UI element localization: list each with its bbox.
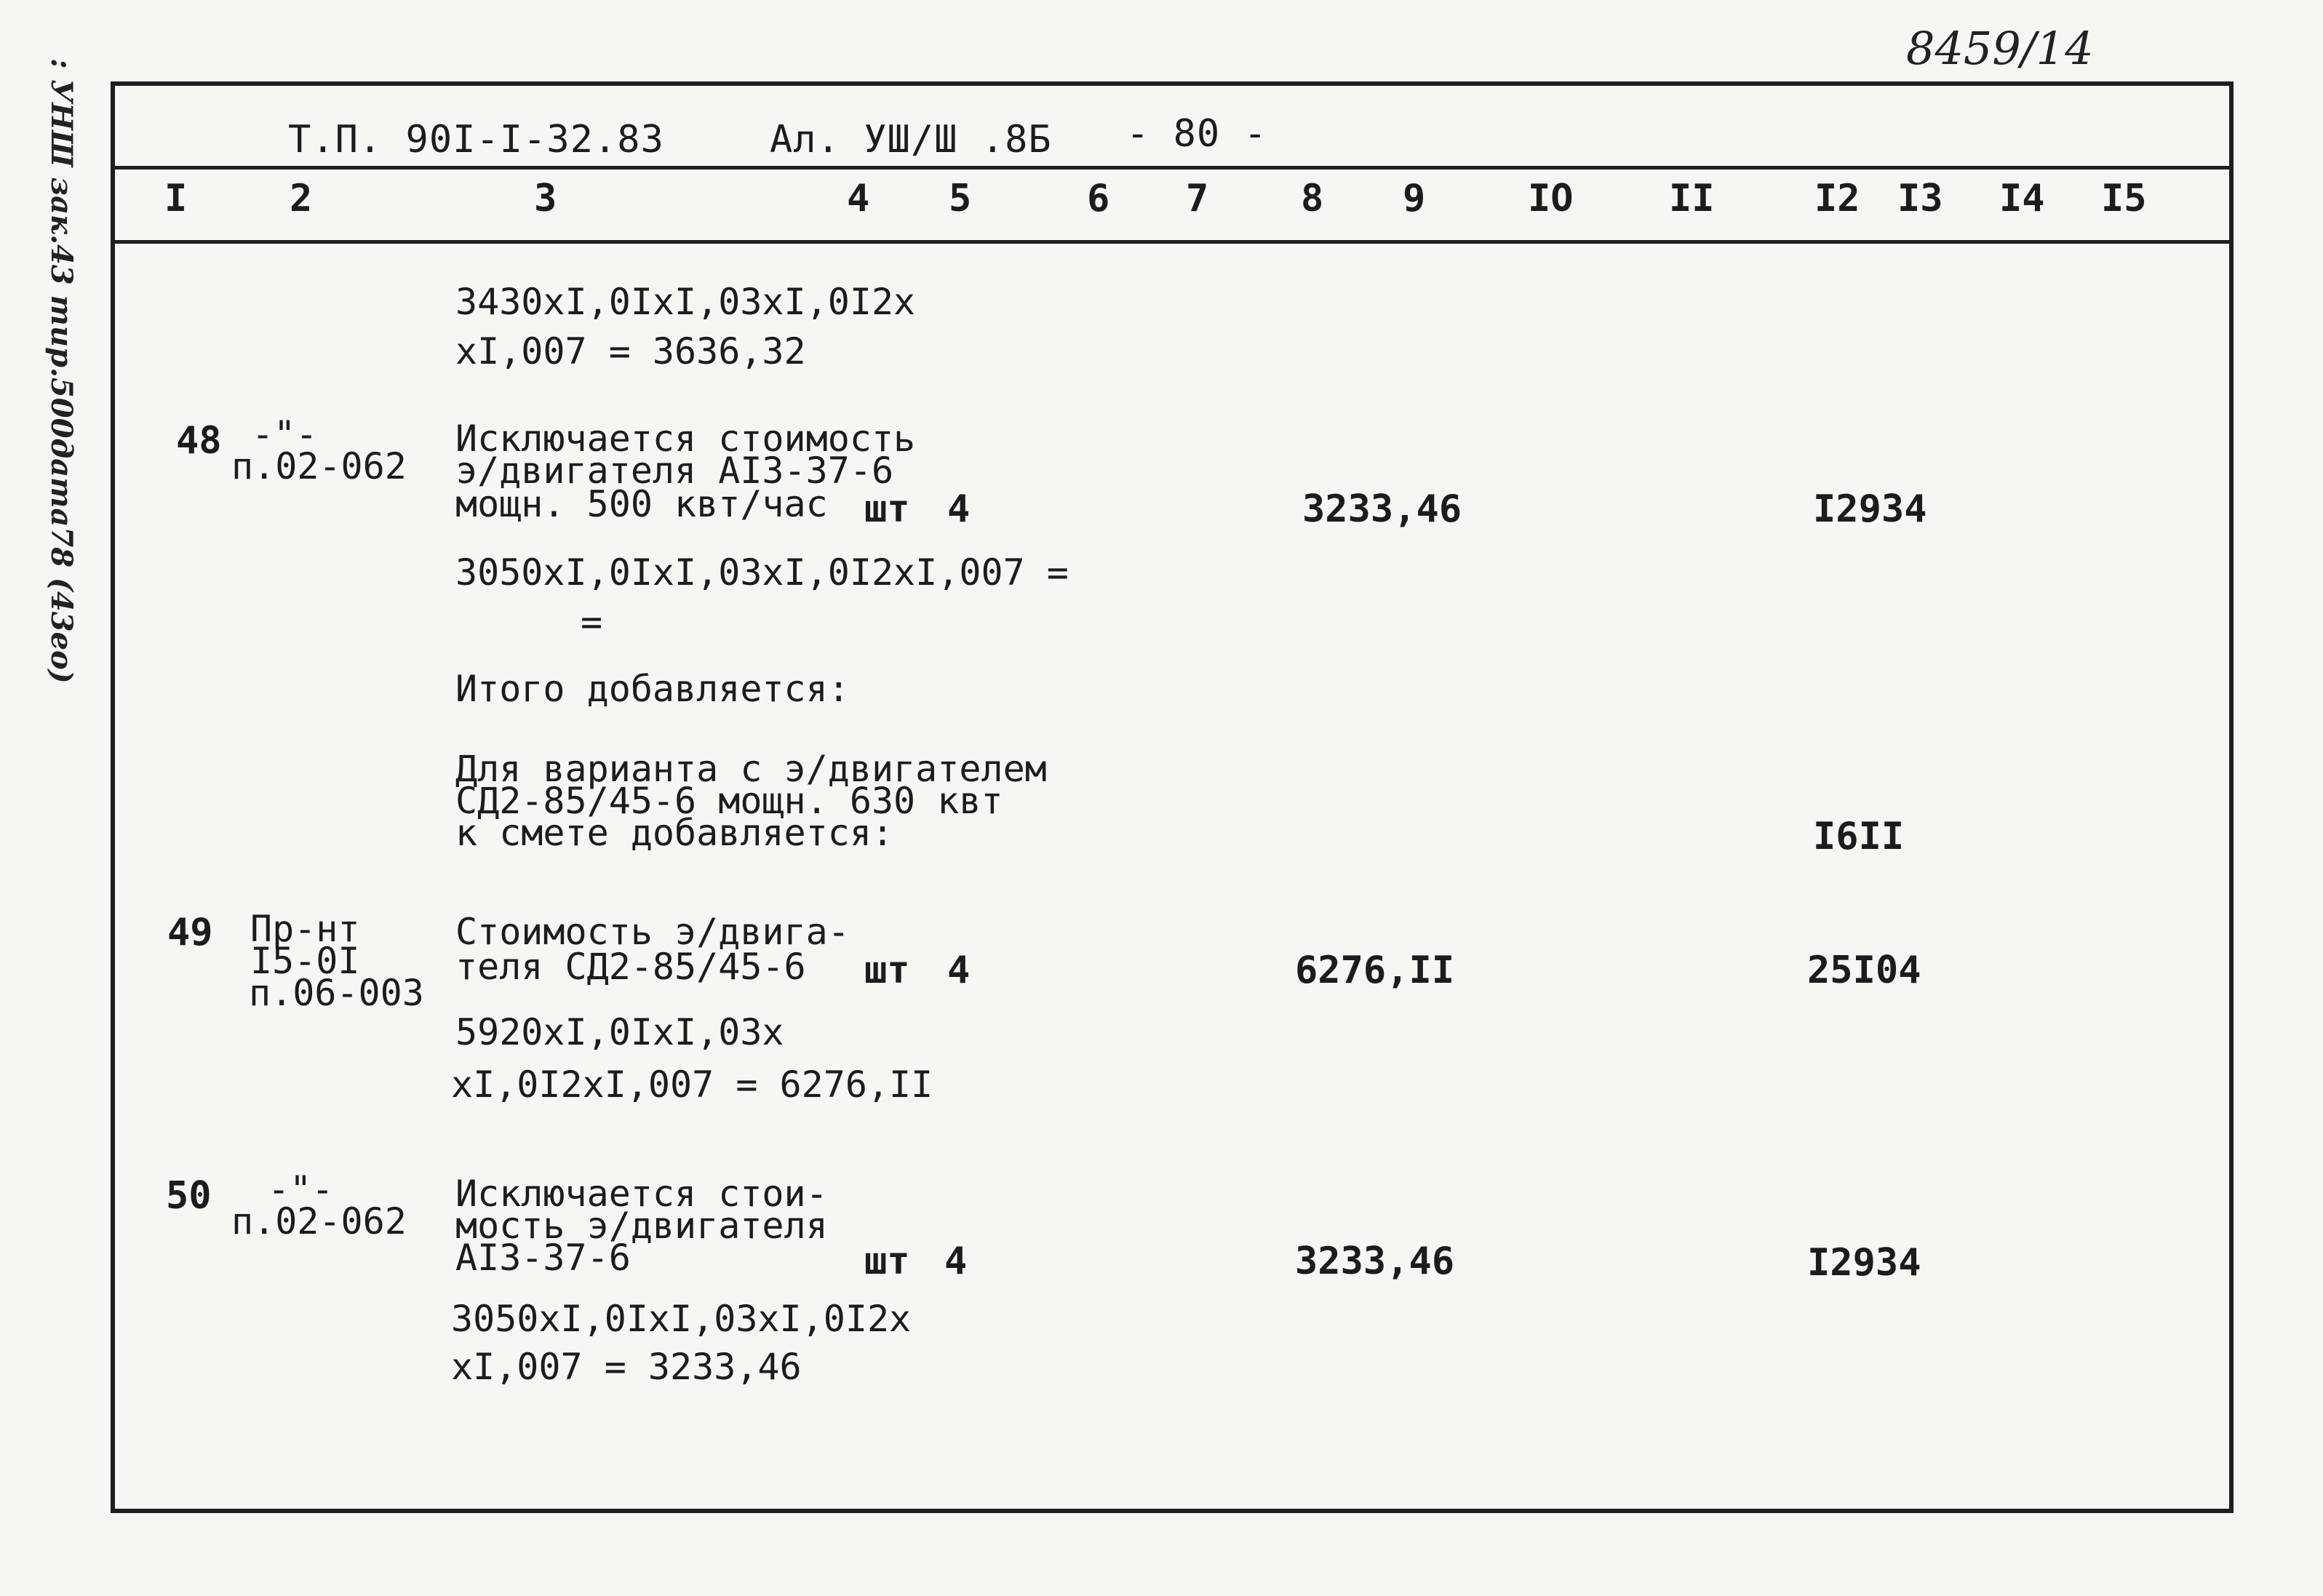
side-stamp: : УНШ зак.43 тир.500дата78 (43ео) — [44, 58, 79, 684]
row-reference: -"- — [268, 1168, 334, 1210]
calc-line: 3050xI,0IxI,03xI,0I2x — [451, 1298, 912, 1340]
row-reference: п.02-062 — [231, 445, 407, 487]
column-number: I — [164, 177, 188, 220]
row-description: Исключается стои- — [455, 1173, 828, 1215]
variant-text: СД2-85/45-6 мощн. 630 квт — [455, 780, 1003, 822]
subtotal-label: Итого добавляется: — [455, 668, 850, 710]
calc-line: 5920xI,0IxI,03x — [455, 1011, 784, 1053]
row-reference: п.02-062 — [231, 1200, 407, 1242]
variant-text: Для варианта с э/двигателем — [455, 748, 1047, 790]
document-frame — [111, 81, 2234, 1513]
row-description: мость э/двигателя — [455, 1205, 828, 1247]
page-number: - 80 - — [1126, 112, 1267, 156]
row-unit: шт — [864, 487, 910, 531]
row-unit-price: 6276,II — [1295, 949, 1455, 992]
column-number: 9 — [1403, 177, 1426, 220]
column-number: 8 — [1301, 177, 1324, 220]
row-description: теля СД2-85/45-6 — [455, 946, 806, 988]
variant-total: I6II — [1813, 815, 1905, 858]
row-unit: шт — [864, 1240, 910, 1283]
row-reference: Пр-нт — [250, 908, 360, 950]
column-number: 5 — [949, 177, 972, 220]
row-reference: -"- — [252, 413, 318, 455]
row-unit: шт — [864, 949, 910, 992]
column-number: 4 — [847, 177, 870, 220]
calc-line: = — [581, 601, 603, 643]
column-number: I5 — [2101, 177, 2147, 220]
row-total: I2934 — [1813, 487, 1927, 531]
column-number: 2 — [290, 177, 313, 220]
row-description: АI3-37-6 — [455, 1237, 631, 1279]
column-number: 6 — [1087, 177, 1110, 220]
row-quantity: 4 — [947, 949, 971, 992]
row-quantity: 4 — [944, 1240, 968, 1283]
column-number: I2 — [1814, 177, 1860, 220]
row-unit-price: 3233,46 — [1302, 487, 1462, 531]
calc-line: xI,007 = 3233,46 — [451, 1346, 802, 1388]
calc-line: xI,0I2xI,007 = 6276,II — [451, 1064, 933, 1106]
row-unit-price: 3233,46 — [1295, 1240, 1455, 1283]
column-number: 3 — [534, 177, 557, 220]
row-quantity: 4 — [947, 487, 971, 531]
row-total: I2934 — [1807, 1241, 1921, 1285]
calc-line: 3050xI,0IxI,03xI,0I2xI,007 = — [455, 551, 1069, 594]
column-number: IO — [1528, 177, 1574, 220]
project-code: Т.П. 90I-I-32.83 — [288, 118, 664, 161]
album-code: Ал. УШ/Ш .8Б — [770, 118, 1052, 161]
calc-line: xI,007 = 3636,32 — [455, 330, 806, 372]
row-description: мощн. 500 квт/час — [455, 483, 828, 525]
row-reference: I5-0I — [250, 940, 360, 982]
column-number: I3 — [1897, 177, 1943, 220]
header-rule-top — [115, 166, 2229, 169]
row-description: Стоимость э/двига- — [455, 911, 850, 953]
header-rule-bottom — [115, 240, 2229, 244]
row-number: 50 — [166, 1174, 212, 1218]
row-description: Исключается стоимость — [455, 418, 916, 460]
row-description: э/двигателя АI3-37-6 — [455, 450, 894, 492]
variant-text: к смете добавляется: — [455, 812, 894, 854]
row-number: 49 — [167, 911, 213, 954]
row-reference: п.06-003 — [249, 972, 424, 1014]
column-number: II — [1669, 177, 1715, 220]
row-number: 48 — [176, 419, 222, 463]
column-number: I4 — [1999, 177, 2045, 220]
row-total: 25I04 — [1807, 949, 1921, 992]
column-number: 7 — [1186, 177, 1209, 220]
calc-line: 3430xI,0IxI,03xI,0I2x — [455, 281, 916, 323]
doc-number: 8459/14 — [1906, 22, 2094, 75]
